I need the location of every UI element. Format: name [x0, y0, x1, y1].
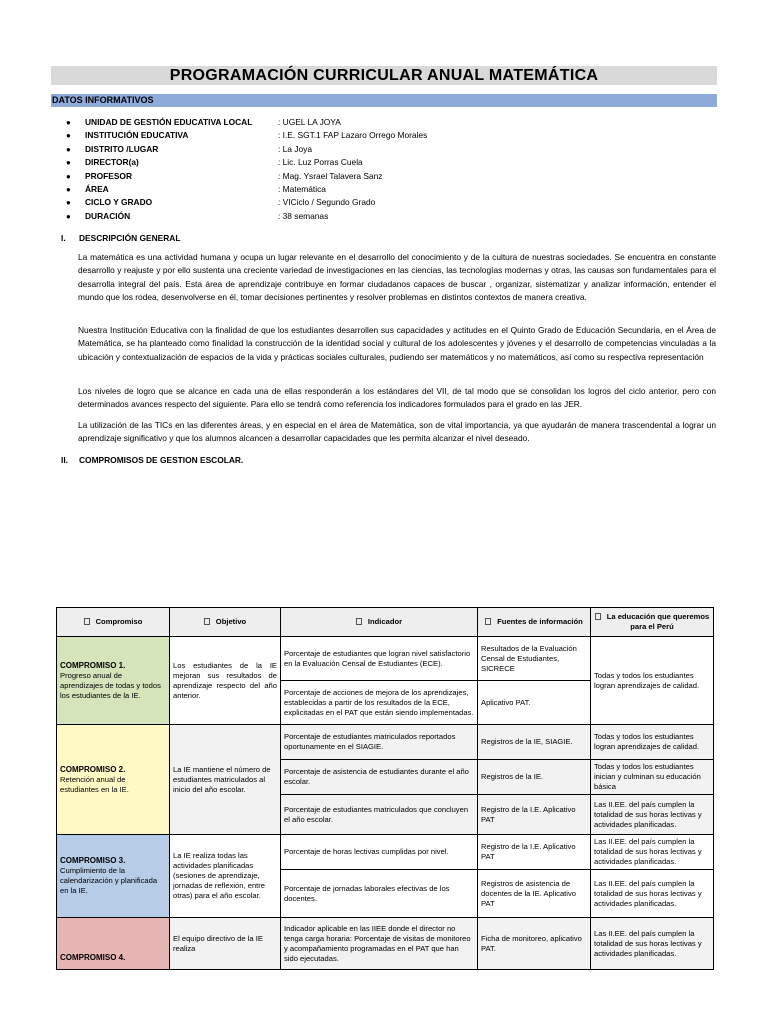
table-row: [57, 637, 714, 681]
indicador-cell: Porcentaje de estudiantes que logran nivel satisfactorio en la Evaluación Censal de Estudiantes (ECE).: [281, 637, 478, 681]
paragraph: Los niveles de logro que se alcance en cada una de ellas responderán a los estándares del VII, de tal modo que se consolidan los logros del ciclo anterior, pero con determinados avances respecto del siguiente. Para ello se tendrá como referencia los indicadores formulados para el grado en las JER.: [78, 386, 716, 410]
header-educacion: La educación que queremos para el Perú: [591, 608, 714, 637]
checkbox-icon: [84, 618, 90, 625]
bullet-icon: ●: [66, 131, 71, 141]
bullet-icon: ●: [66, 144, 71, 154]
section-heading-descripcion: [61, 233, 180, 243]
info-label: CICLO Y GRADO: [85, 197, 153, 208]
info-row: [66, 156, 706, 169]
indicador-cell: Porcentaje de jornadas laborales efectivas de los docentes.: [281, 870, 478, 918]
info-value: : La Joya: [278, 143, 312, 154]
info-value: : I.E. SGT.1 FAP Lazaro Orrego Morales: [278, 130, 428, 141]
compromiso-1-cell: [57, 637, 170, 725]
compromiso-name: COMPROMISO 3.: [60, 856, 126, 865]
objetivo-cell: La IE realiza todas las actividades planificadas (sesiones de aprendizaje, jornadas de reflexión, entre otras) para el año escolar.: [170, 835, 281, 918]
educacion-cell: Las II.EE. del país cumplen la totalidad de sus horas lectivas y actividades planificadas.: [591, 870, 714, 918]
fuente-cell: Registro de la I.E. Aplicativo PAT: [478, 795, 591, 835]
objetivo-cell: La IE mantiene el número de estudiantes matriculados al inicio del año escolar.: [170, 725, 281, 835]
compromiso-3-cell: [57, 835, 170, 918]
educacion-cell: Todas y todos los estudiantes logran aprendizajes de calidad.: [591, 637, 714, 725]
header-indicador: Indicador: [281, 608, 478, 637]
indicador-cell: Porcentaje de horas lectivas cumplidas por nivel.: [281, 835, 478, 870]
section-title: COMPROMISOS DE GESTION ESCOLAR.: [79, 455, 244, 465]
educacion-cell: Las II.EE. del país cumplen la totalidad de sus horas lectivas y actividades planificadas.: [591, 835, 714, 870]
table-row: [57, 918, 714, 970]
compromisos-table: [56, 607, 714, 970]
compromiso-2-cell: [57, 725, 170, 835]
section-number: I.: [61, 233, 66, 243]
header-fuentes: Fuentes de información: [478, 608, 591, 637]
section-title: DESCRIPCIÓN GENERAL: [79, 233, 181, 243]
fuente-cell: Registro de la I.E. Aplicativo PAT: [478, 835, 591, 870]
paragraph: Nuestra Institución Educativa con la finalidad de que los estudiantes desarrollen sus capacidades y actitudes en el Quinto Grado de Educación Secundaria, en el Área de Matemática, se ha planteado como finalidad la construcción de la identidad social y cultural de los adolescentes y jóvenes y el desarrollo de competencias vinculadas a la ubicación y contextualización de espacios de la vida y prácticas sociales culturales, pudiendo ser matemáticos y no matemáticos, así como su respectiva representación: [78, 325, 716, 362]
checkbox-icon: [595, 613, 601, 620]
header-objetivo: Objetivo: [170, 608, 281, 637]
paragraph: La matemática es una actividad humana y ocupa un lugar relevante en el desarrollo del conocimiento y de la cultura de nuestras sociedades. Se encuentra en constante desarrollo y reajuste y por ello sustenta una creciente variedad de investigaciones en las ciencias, las tecnologías modernas y otras, las causas son fundamentales para el desarrolla integral del país. Esta área de aprendizaje contribuye en formar ciudadanos capaces de buscar , organizar, sistematizar y analizar información, entender el mundo que los rodea, desenvolverse en él, tomar decisiones pertinentes y resolver problemas en distintos contextos de manera creativa.: [78, 252, 716, 303]
info-label: DIRECTOR(a): [85, 157, 139, 168]
indicador-cell: Indicador aplicable en las IIEE donde el director no tenga carga horaria: Porcentaje de visitas de monitoreo y acompañamiento programadas en el PAT que han sido ejecutadas.: [281, 918, 478, 970]
info-value: : Lic. Luz Porras Cuela: [278, 157, 363, 168]
bullet-icon: ●: [66, 158, 71, 168]
section-number: II.: [61, 455, 68, 465]
info-value: : UGEL LA JOYA: [278, 117, 341, 127]
compromiso-desc: Retención anual de estudiantes en la IE.: [60, 774, 129, 794]
section-heading-compromisos: [61, 455, 243, 465]
info-row: [66, 170, 706, 183]
info-row: [66, 196, 706, 209]
bullet-icon: ●: [66, 118, 71, 127]
bullet-icon: ●: [66, 184, 71, 194]
info-label: INSTITUCIÓN EDUCATIVA: [85, 130, 189, 141]
fuente-cell: Registros de asistencia de docentes de la IE. Aplicativo PAT: [478, 870, 591, 918]
info-row: [66, 143, 706, 156]
objetivo-cell: El equipo directivo de la IE realiza: [170, 918, 281, 970]
objetivo-cell: Los estudiantes de la IE mejoran sus resultados de aprendizaje respecto del año anterior.: [170, 637, 281, 725]
info-label: PROFESOR: [85, 170, 132, 181]
compromiso-desc: Progreso anual de aprendizajes de todas y todos los estudiantes de la IE.: [60, 670, 161, 700]
table-row: [57, 835, 714, 870]
info-label: DISTRITO /LUGAR: [85, 143, 159, 154]
compromiso-desc: Cumplimiento de la calendarización y planificada en la IE.: [60, 866, 158, 895]
compromiso-4-cell: [57, 918, 170, 970]
info-label: ÁREA: [85, 183, 109, 194]
info-value: : 38 semanas: [278, 210, 329, 221]
educacion-cell: Las II.EE. del país cumplen la totalidad de sus horas lectivas y actividades planificadas.: [591, 795, 714, 835]
header-compromiso: Compromiso: [57, 608, 170, 637]
fuente-cell: Registros de la IE, SIAGIE.: [478, 725, 591, 760]
info-row: [66, 210, 706, 223]
info-list: [66, 116, 706, 223]
educacion-cell: Todas y todos los estudiantes logran aprendizajes de calidad.: [591, 725, 714, 760]
educacion-cell: Todas y todos los estudiantes inician y culminan su educación básica: [591, 760, 714, 795]
info-value: : VICiclo / Segundo Grado: [278, 197, 376, 208]
compromiso-name: COMPROMISO 1.: [60, 660, 126, 670]
educacion-cell: Las II.EE. del país cumplen la totalidad de sus horas lectivas y actividades planificadas.: [591, 918, 714, 970]
fuente-cell: Ficha de monitoreo, aplicativo PAT.: [478, 918, 591, 970]
info-label: DURACIÓN: [85, 210, 131, 221]
info-row: [66, 116, 706, 129]
fuente-cell: Resultados de la Evaluación Censal de Estudiantes, SICRECE: [478, 637, 591, 681]
info-value: : Mag. Ysrael Talavera Sanz: [278, 170, 383, 181]
table-header-row: [57, 608, 714, 637]
info-row: [66, 183, 706, 196]
fuente-cell: Registros de la IE.: [478, 760, 591, 795]
compromiso-name: COMPROMISO 4.: [60, 953, 126, 962]
indicador-cell: Porcentaje de acciones de mejora de los aprendizajes, establecidas a partir de los resultados de la ECE, explicitadas en el PAT que están siendo implementadas.: [281, 681, 478, 725]
info-label: UNIDAD DE GESTIÓN EDUCATIVA LOCAL: [85, 117, 253, 127]
checkbox-icon: [485, 618, 491, 625]
indicador-cell: Porcentaje de asistencia de estudiantes durante el año escolar.: [281, 760, 478, 795]
checkbox-icon: [204, 618, 210, 625]
checkbox-icon: [356, 618, 362, 625]
table-row: [57, 725, 714, 760]
fuente-cell: Aplicativo PAT.: [478, 681, 591, 725]
page-title: PROGRAMACIÓN CURRICULAR ANUAL MATEMÁTICA: [51, 66, 717, 85]
bullet-icon: ●: [66, 171, 71, 181]
indicador-cell: Porcentaje de estudiantes matriculados que concluyen el año escolar.: [281, 795, 478, 835]
info-row: [66, 129, 706, 142]
paragraph: La utilización de las TICs en las diferentes áreas, y en especial en el área de Matemática, son de vital importancia, ya que ayudarán de manera trascendental a lograr un aprendizaje significativo y que los alumnos alcancen a desarrollar capacidades que les permita alcanzar el nivel deseado.: [78, 420, 716, 444]
datos-informativos-heading: DATOS INFORMATIVOS: [51, 94, 717, 107]
compromiso-name: COMPROMISO 2.: [60, 764, 126, 774]
bullet-icon: ●: [66, 211, 71, 221]
indicador-cell: Porcentaje de estudiantes matriculados reportados oportunamente en el SIAGIE.: [281, 725, 478, 760]
bullet-icon: ●: [66, 198, 71, 208]
info-value: : Matemática: [278, 183, 326, 194]
